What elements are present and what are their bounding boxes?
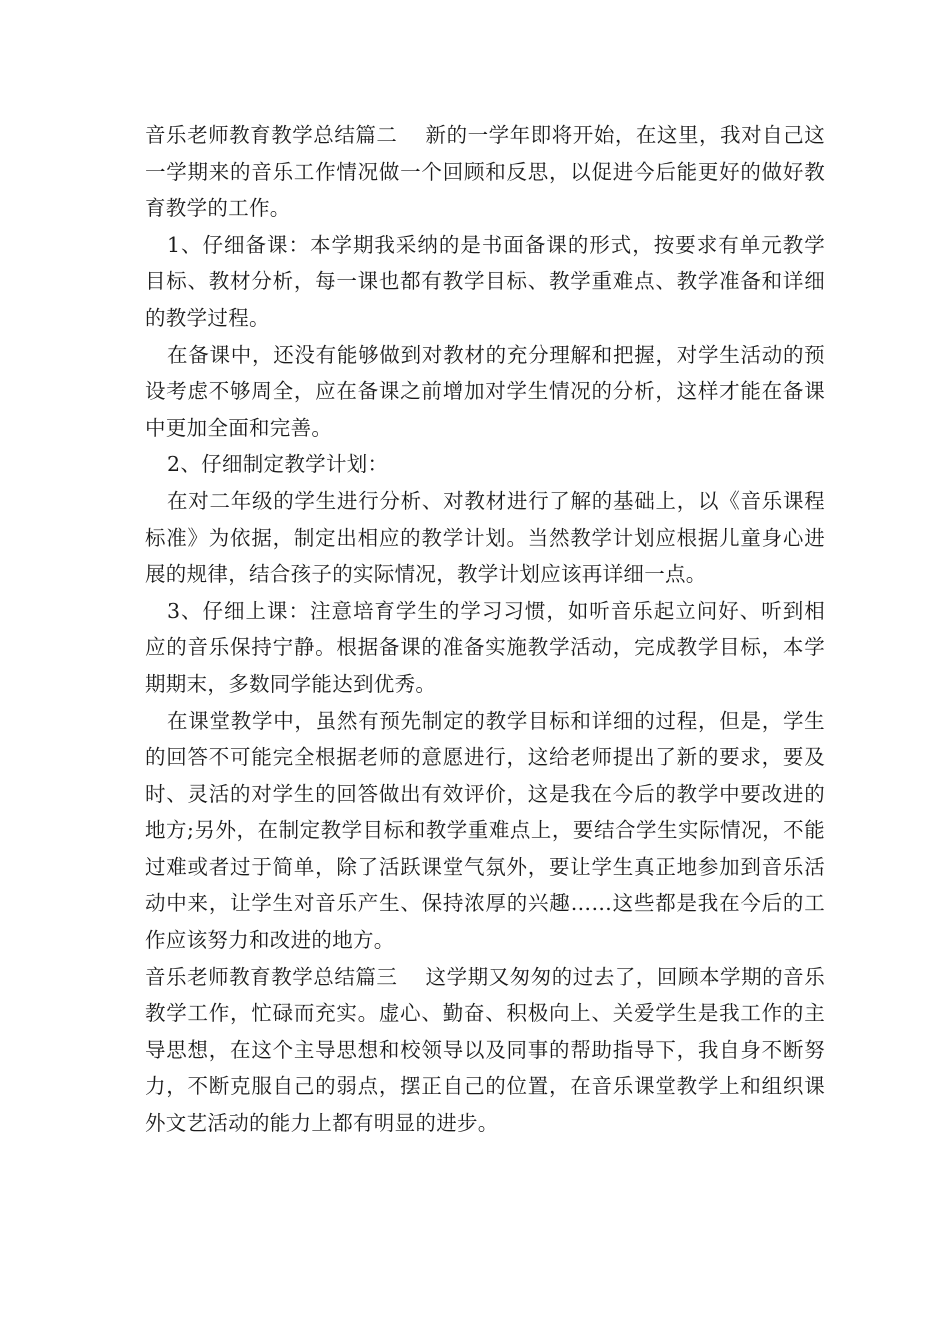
paragraph-teaching-plan-heading: 2、仔细制定教学计划： (167, 452, 389, 477)
paragraph-classroom-reflection: 在课堂教学中，虽然有预先制定的教学目标和详细的过程，但是，学生的回答不可能完全根据老师的意愿进行，这给老师提出了新的要求，要及时、灵活的对学生的回答做出有效评价，这是我在今后的教学中要改进的地方;另外，在制定教学目标和教学重难点上，要结合学生实际情况，不能过难或者过于简单，除了活跃课堂气氛外，要让学生真正地参加到音乐活动中来，让学生对音乐产生、保持浓厚的兴趣……这些都是我在今后的工作应该努力和改进的地方。 (145, 708, 825, 953)
document-body (145, 117, 825, 1142)
paragraph-lesson-prep: 1、仔细备课：本学期我采纳的是书面备课的形式，按要求有单元教学目标、教材分析，每一课也都有教学目标、教学重难点、教学准备和详细的教学过程。 (145, 232, 825, 330)
paragraph-class-teaching: 3、仔细上课：注意培育学生的学习习惯，如听音乐起立问好、听到相应的音乐保持宁静。根据备课的准备实施教学活动，完成教学目标，本学期期末，多数同学能达到优秀。 (145, 598, 825, 696)
paragraph-summary-3-intro: 音乐老师教育教学总结篇三 这学期又匆匆的过去了，回顾本学期的音乐教学工作，忙碌而充实。虚心、勤奋、积极向上、关爱学生是我工作的主导思想，在这个主导思想和校领导以及同事的帮助指导下，我自身不断努力，不断克服自己的弱点，摆正自己的位置，在音乐课堂教学上和组织课外文艺活动的能力上都有明显的进步。 (145, 964, 825, 1136)
paragraph-teaching-plan: 在对二年级的学生进行分析、对教材进行了解的基础上，以《音乐课程标准》为依据，制定出相应的教学计划。当然教学计划应根据儿童身心进展的规律，结合孩子的实际情况，教学计划应该再详细一点。 (145, 488, 825, 587)
paragraph-lesson-prep-reflection: 在备课中，还没有能够做到对教材的充分理解和把握，对学生活动的预设考虑不够周全，应在备课之前增加对学生情况的分析，这样才能在备课中更加全面和完善。 (145, 342, 825, 440)
paragraph-summary-2-intro: 音乐老师教育教学总结篇二 新的一学年即将开始，在这里，我对自己这一学期来的音乐工作情况做一个回顾和反思，以促进今后能更好的做好教育教学的工作。 (145, 123, 825, 221)
